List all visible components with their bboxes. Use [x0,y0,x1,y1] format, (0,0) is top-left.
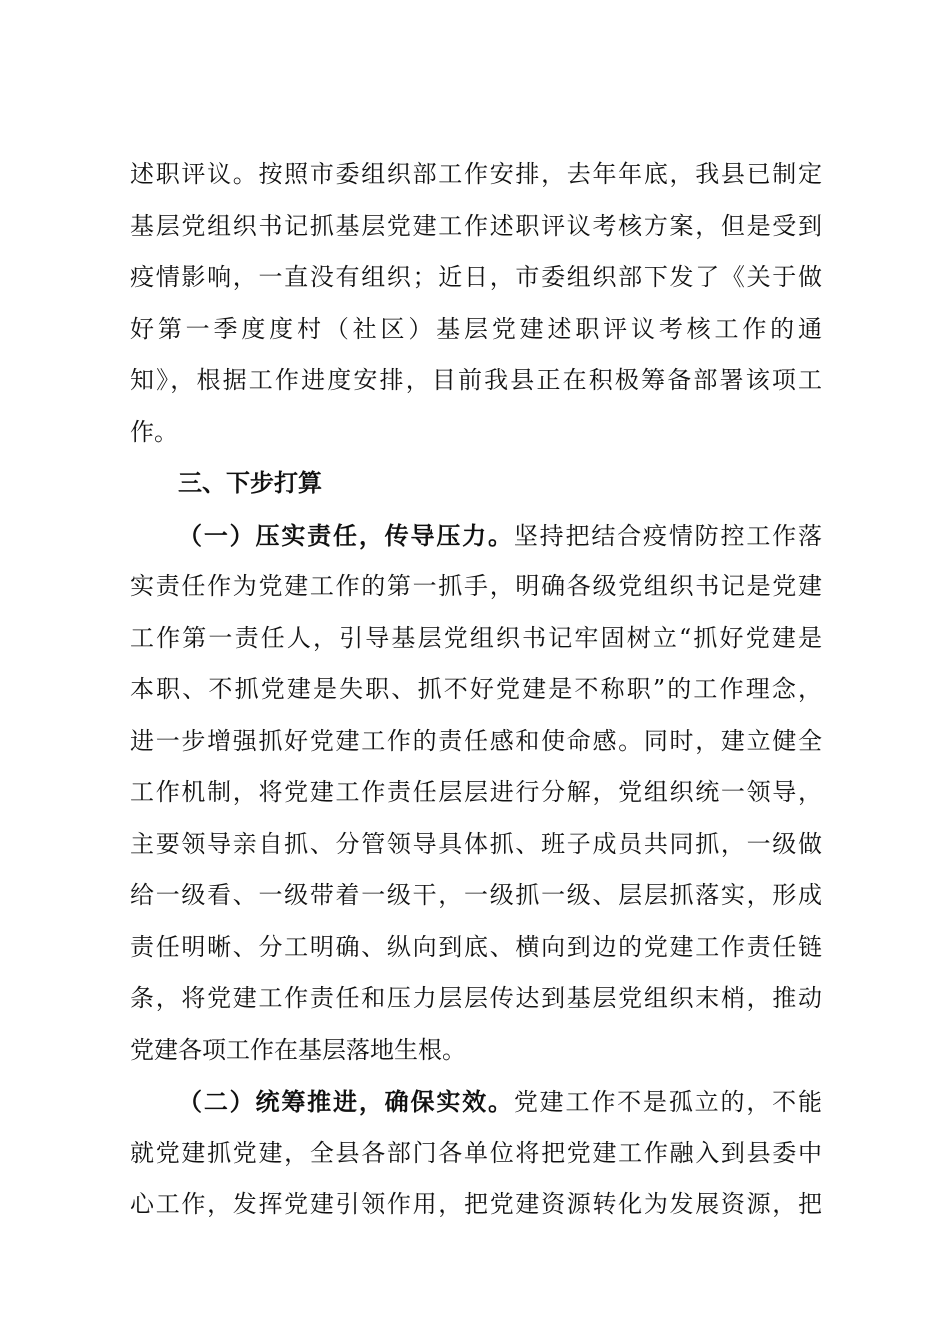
text-line: 工作机制，将党建工作责任层层进行分解，党组织统一领导， [130,778,822,806]
text-line [130,1076,822,1128]
subsection-heading: （一）压实责任，传导压力。 [178,520,514,550]
paragraph-responsibility [130,510,822,1077]
text-line: 作。 [130,417,178,446]
text-line: 给一级看、一级带着一级干，一级抓一级、层层抓落实，形成 [130,881,822,909]
text-fragment: 坚持把结合疫情防控工作落 [513,521,823,550]
text-line [130,510,822,562]
text-line: 工作第一责任人，引导基层党组织书记牢固树立“抓好党建是 [130,623,822,652]
text-fragment: 党建工作不是孤立的，不能 [513,1088,823,1116]
text-line: 主要领导亲自抓、分管领导具体抓、班子成员共同抓，一级做 [130,829,822,858]
text-line: 基层党组织书记抓基层党建工作述职评议考核方案，但是受到 [130,211,822,240]
text-line: 条，将党建工作责任和压力层层传达到基层党组织末梢，推动 [130,984,822,1012]
document-body [130,149,822,1231]
text-line: 好第一季度度村（社区）基层党建述职评议考核工作的通 [130,314,822,343]
text-line: 疫情影响，一直没有组织；近日，市委组织部下发了《关于做 [130,263,822,291]
text-line: 心工作，发挥党建引领作用，把党建资源转化为发展资源，把 [130,1190,822,1218]
paragraph-evaluation-status [130,149,822,458]
text-line: 本职、不抓党建是失职、抓不好党建是不称职”的工作理念， [130,675,822,703]
text-line: 实责任作为党建工作的第一抓手，明确各级党组织书记是党建 [130,572,822,600]
text-line: 责任明晰、分工明确、纵向到底、横向到边的党建工作责任链 [130,932,822,961]
subsection-heading: （二）统筹推进，确保实效。 [178,1087,514,1116]
section-heading: 三、下步打算 [178,469,322,497]
text-line: 党建各项工作在基层落地生根。 [130,1035,466,1064]
paragraph-coordination [130,1076,822,1231]
text-line: 进一步增强抓好党建工作的责任感和使命感。同时，建立健全 [130,726,822,755]
text-line: 知》，根据工作进度安排，目前我县正在积极筹备部署该项工 [130,366,822,394]
text-line: 就党建抓党建，全县各部门各单位将把党建工作融入到县委中 [130,1138,822,1167]
text-line: 述职评议。按照市委组织部工作安排，去年年底，我县已制定 [130,160,822,188]
